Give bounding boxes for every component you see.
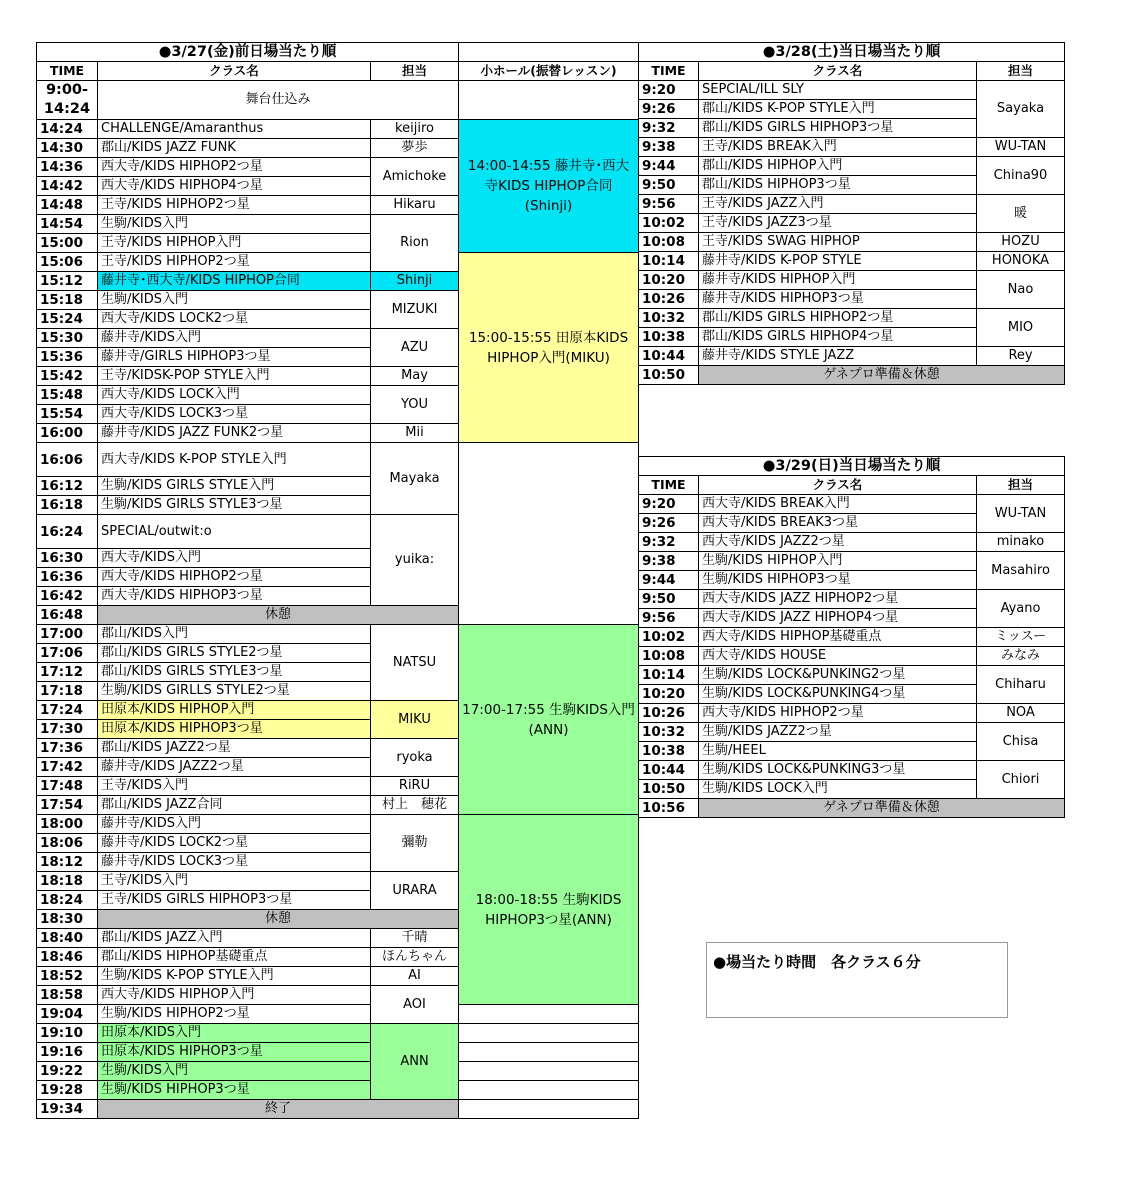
class-cell: 西大寺/KIDS LOCK2つ星 (98, 310, 371, 329)
time-cell: 18:58 (37, 986, 98, 1005)
teacher-cell: 彌勒 (371, 815, 459, 872)
col-header-small-hall: 小ホール(振替レッスン) (459, 62, 639, 81)
class-cell: 生駒/KIDS入門 (98, 1062, 371, 1081)
time-cell: 16:30 (37, 549, 98, 568)
time-cell: 17:18 (37, 682, 98, 701)
schedule-table-3-29 (638, 456, 1065, 818)
time-cell: 14:42 (37, 177, 98, 196)
class-cell: 西大寺/KIDS HIPHOP2つ星 (699, 704, 977, 723)
teacher-cell: Hikaru (371, 196, 459, 215)
time-cell: 15:00 (37, 234, 98, 253)
teacher-cell: Amichoke (371, 158, 459, 196)
class-cell: 藤井寺/KIDS STYLE JAZZ (699, 347, 977, 366)
class-cell: 生駒/KIDS GIRLS STYLE入門 (98, 477, 371, 496)
class-cell: 生駒/KIDS入門 (98, 291, 371, 310)
teacher-cell: Masahiro (977, 552, 1065, 590)
time-cell: 10:14 (639, 666, 699, 685)
class-cell: 西大寺/KIDS K-POP STYLE入門 (98, 443, 371, 477)
table-title: ●3/29(日)当日場当たり順 (639, 457, 1065, 476)
schedule-table-3-27 (36, 42, 639, 1119)
time-cell: 9:00- 14:24 (37, 81, 98, 120)
class-cell: 西大寺/KIDS HIPHOP3つ星 (98, 587, 371, 606)
class-cell: 郡山/KIDS HIPHOP3つ星 (699, 176, 977, 195)
teacher-cell: MIKU (371, 701, 459, 739)
side-lesson-5: 18:00-18:55 生駒KIDS HIPHOP3つ星(ANN) (459, 815, 639, 1005)
time-cell: 9:50 (639, 176, 699, 195)
teacher-cell: Chiori (977, 761, 1065, 799)
table-title: ●3/27(金)前日場当たり順 (37, 43, 459, 62)
schedule-table-3-28 (638, 42, 1065, 385)
time-cell: 10:14 (639, 252, 699, 271)
teacher-cell: AI (371, 967, 459, 986)
class-cell: 王寺/KIDS HIPHOP2つ星 (98, 196, 371, 215)
class-cell: 藤井寺/KIDS入門 (98, 329, 371, 348)
time-cell: 9:20 (639, 495, 699, 514)
teacher-cell: minako (977, 533, 1065, 552)
class-cell: 生駒/KIDS LOCK&PUNKING3つ星 (699, 761, 977, 780)
time-cell: 10:44 (639, 347, 699, 366)
time-cell: 16:48 (37, 606, 98, 625)
class-cell: 西大寺/KIDS HIPHOP2つ星 (98, 158, 371, 177)
time-cell: 18:12 (37, 853, 98, 872)
class-cell: 西大寺/KIDS LOCK3つ星 (98, 405, 371, 424)
class-cell: 生駒/KIDS LOCK入門 (699, 780, 977, 799)
time-cell: 10:32 (639, 309, 699, 328)
col-header-teacher: 担当 (977, 62, 1065, 81)
class-cell: 西大寺/KIDS HIPHOP4つ星 (98, 177, 371, 196)
teacher-cell: AOI (371, 986, 459, 1024)
class-cell: 生駒/HEEL (699, 742, 977, 761)
time-cell: 10:20 (639, 685, 699, 704)
teacher-cell: Ayano (977, 590, 1065, 628)
teacher-cell: 千晴 (371, 929, 459, 948)
class-cell: 藤井寺/KIDS HIPHOP3つ星 (699, 290, 977, 309)
class-cell: 西大寺/KIDS HIPHOP2つ星 (98, 568, 371, 587)
class-cell: 生駒/KIDS JAZZ2つ星 (699, 723, 977, 742)
class-cell: 西大寺/KIDS JAZZ2つ星 (699, 533, 977, 552)
col-header-class: クラス名 (699, 62, 977, 81)
teacher-cell: YOU (371, 386, 459, 424)
teacher-cell: Mii (371, 424, 459, 443)
class-cell: 郡山/KIDS JAZZ合同 (98, 796, 371, 815)
time-cell: 18:40 (37, 929, 98, 948)
teacher-cell: URARA (371, 872, 459, 910)
class-cell: 藤井寺/KIDS入門 (98, 815, 371, 834)
col-header-teacher: 担当 (371, 62, 459, 81)
time-cell: 10:38 (639, 328, 699, 347)
col-header-teacher: 担当 (977, 476, 1065, 495)
time-cell: 10:02 (639, 214, 699, 233)
time-cell: 18:52 (37, 967, 98, 986)
class-cell: 生駒/KIDS HIPHOP3つ星 (98, 1081, 371, 1100)
teacher-cell: NOA (977, 704, 1065, 723)
teacher-cell: 暖 (977, 195, 1065, 233)
class-cell: 藤井寺/KIDS JAZZ2つ星 (98, 758, 371, 777)
time-cell: 18:00 (37, 815, 98, 834)
time-cell: 17:42 (37, 758, 98, 777)
time-cell: 10:02 (639, 628, 699, 647)
col-header-time: TIME (639, 476, 699, 495)
side-lesson-1: 14:00-14:55 藤井寺･西大寺KIDS HIPHOP合同(Shinji) (459, 120, 639, 253)
time-cell: 15:42 (37, 367, 98, 386)
time-cell: 14:36 (37, 158, 98, 177)
time-cell: 19:22 (37, 1062, 98, 1081)
teacher-cell: Nao (977, 271, 1065, 309)
teacher-cell: Rey (977, 347, 1065, 366)
class-cell: 郡山/KIDS JAZZ FUNK (98, 139, 371, 158)
teacher-cell: Chiharu (977, 666, 1065, 704)
side-empty (459, 1024, 639, 1043)
teacher-cell: May (371, 367, 459, 386)
time-cell: 17:00 (37, 625, 98, 644)
side-empty (459, 1062, 639, 1081)
class-cell: 西大寺/KIDS JAZZ HIPHOP4つ星 (699, 609, 977, 628)
class-cell: 郡山/KIDS GIRLS STYLE3つ星 (98, 663, 371, 682)
class-cell: 西大寺/KIDS入門 (98, 549, 371, 568)
time-cell: 14:54 (37, 215, 98, 234)
time-cell: 16:00 (37, 424, 98, 443)
class-cell: 藤井寺/KIDS K-POP STYLE (699, 252, 977, 271)
teacher-cell: MIZUKI (371, 291, 459, 329)
time-cell: 16:18 (37, 496, 98, 515)
class-cell: 西大寺/KIDS BREAK3つ星 (699, 514, 977, 533)
teacher-cell: keijiro (371, 120, 459, 139)
class-cell: 田原本/KIDS HIPHOP3つ星 (98, 1043, 371, 1062)
class-cell: 生駒/KIDS HIPHOP2つ星 (98, 1005, 371, 1024)
teacher-cell: NATSU (371, 625, 459, 701)
time-cell: 9:56 (639, 195, 699, 214)
time-cell: 10:08 (639, 233, 699, 252)
class-cell: 生駒/KIDS入門 (98, 215, 371, 234)
time-cell: 10:20 (639, 271, 699, 290)
break-row: 休憩 (98, 910, 459, 929)
class-cell: 王寺/KIDS入門 (98, 872, 371, 891)
time-cell: 17:24 (37, 701, 98, 720)
time-cell: 18:24 (37, 891, 98, 910)
col-header-time: TIME (639, 62, 699, 81)
class-cell: 王寺/KIDS HIPHOP2つ星 (98, 253, 371, 272)
class-cell: 生駒/KIDS GIRLS STYLE3つ星 (98, 496, 371, 515)
class-cell: 舞台仕込み (98, 81, 459, 120)
time-cell: 9:26 (639, 514, 699, 533)
class-cell: 郡山/KIDS GIRLS HIPHOP2つ星 (699, 309, 977, 328)
teacher-cell: Sayaka (977, 81, 1065, 138)
class-cell: 田原本/KIDS入門 (98, 1024, 371, 1043)
time-cell: 15:18 (37, 291, 98, 310)
side-lesson-2: 15:00-15:55 田原本KIDS HIPHOP入門(MIKU) (459, 253, 639, 443)
time-cell: 17:06 (37, 644, 98, 663)
time-cell: 17:30 (37, 720, 98, 739)
class-cell: 西大寺/KIDS HOUSE (699, 647, 977, 666)
time-cell: 18:18 (37, 872, 98, 891)
class-cell: 生駒/KIDS HIPHOP3つ星 (699, 571, 977, 590)
class-cell: 田原本/KIDS HIPHOP3つ星 (98, 720, 371, 739)
class-cell: 王寺/KIDS GIRLS HIPHOP3つ星 (98, 891, 371, 910)
time-cell: 9:32 (639, 119, 699, 138)
side-empty (459, 1081, 639, 1100)
teacher-cell: Rion (371, 215, 459, 272)
teacher-cell: MIO (977, 309, 1065, 347)
class-cell: 西大寺/KIDS HIPHOP基礎重点 (699, 628, 977, 647)
col-header-class: クラス名 (699, 476, 977, 495)
break-row: ゲネプロ準備＆休憩 (699, 799, 1065, 818)
class-cell: 生駒/KIDS LOCK&PUNKING4つ星 (699, 685, 977, 704)
class-cell: 王寺/KIDS SWAG HIPHOP (699, 233, 977, 252)
class-cell: 郡山/KIDS GIRLS HIPHOP4つ星 (699, 328, 977, 347)
teacher-cell: Mayaka (371, 443, 459, 515)
class-cell: 王寺/KIDS BREAK入門 (699, 138, 977, 157)
teacher-cell: yuika: (371, 515, 459, 606)
time-cell: 16:24 (37, 515, 98, 549)
class-cell: 西大寺/KIDS BREAK入門 (699, 495, 977, 514)
class-cell: 生駒/KIDS K-POP STYLE入門 (98, 967, 371, 986)
time-cell: 19:28 (37, 1081, 98, 1100)
time-cell: 19:10 (37, 1024, 98, 1043)
class-cell: 生駒/KIDS GIRLLS STYLE2つ星 (98, 682, 371, 701)
time-cell: 17:48 (37, 777, 98, 796)
time-cell: 16:42 (37, 587, 98, 606)
time-cell: 14:24 (37, 120, 98, 139)
class-cell: 郡山/KIDS HIPHOP基礎重点 (98, 948, 371, 967)
time-cell: 9:38 (639, 552, 699, 571)
time-cell: 9:32 (639, 533, 699, 552)
time-cell: 14:30 (37, 139, 98, 158)
time-cell: 14:48 (37, 196, 98, 215)
side-empty (459, 1043, 639, 1062)
time-cell: 18:46 (37, 948, 98, 967)
class-cell: 郡山/KIDS JAZZ2つ星 (98, 739, 371, 758)
class-cell: 藤井寺/KIDS LOCK2つ星 (98, 834, 371, 853)
time-cell: 10:26 (639, 704, 699, 723)
time-cell: 18:30 (37, 910, 98, 929)
class-cell: 郡山/KIDS GIRLS STYLE2つ星 (98, 644, 371, 663)
time-cell: 9:20 (639, 81, 699, 100)
teacher-cell: ANN (371, 1024, 459, 1100)
time-cell: 16:12 (37, 477, 98, 496)
teacher-cell: HOZU (977, 233, 1065, 252)
class-cell: 藤井寺/KIDS HIPHOP入門 (699, 271, 977, 290)
time-cell: 9:56 (639, 609, 699, 628)
class-cell: 王寺/KIDSK-POP STYLE入門 (98, 367, 371, 386)
time-cell: 17:36 (37, 739, 98, 758)
time-cell: 10:38 (639, 742, 699, 761)
teacher-cell: HONOKA (977, 252, 1065, 271)
class-cell: 王寺/KIDS入門 (98, 777, 371, 796)
teacher-cell: RiRU (371, 777, 459, 796)
time-cell: 10:26 (639, 290, 699, 309)
class-cell: CHALLENGE/Amaranthus (98, 120, 371, 139)
teacher-cell: ミッスー (977, 628, 1065, 647)
time-cell: 15:06 (37, 253, 98, 272)
note-box: ●場当たり時間 各クラス６分 (706, 942, 1008, 1018)
break-row: ゲネプロ準備＆休憩 (699, 366, 1065, 385)
time-cell: 16:06 (37, 443, 98, 477)
class-cell: 藤井寺･西大寺/KIDS HIPHOP合同 (98, 272, 371, 291)
side-empty (459, 81, 639, 120)
class-cell: 藤井寺/KIDS LOCK3つ星 (98, 853, 371, 872)
teacher-cell: みなみ (977, 647, 1065, 666)
class-cell: 王寺/KIDS HIPHOP入門 (98, 234, 371, 253)
time-cell: 10:32 (639, 723, 699, 742)
class-cell: 王寺/KIDS JAZZ3つ星 (699, 214, 977, 233)
class-cell: 生駒/KIDS LOCK&PUNKING2つ星 (699, 666, 977, 685)
time-cell: 15:36 (37, 348, 98, 367)
time-cell: 16:36 (37, 568, 98, 587)
teacher-cell: ほんちゃん (371, 948, 459, 967)
time-cell: 19:04 (37, 1005, 98, 1024)
time-cell: 17:12 (37, 663, 98, 682)
teacher-cell: 夢歩 (371, 139, 459, 158)
teacher-cell: ryoka (371, 739, 459, 777)
teacher-cell: WU-TAN (977, 138, 1065, 157)
time-cell: 9:50 (639, 590, 699, 609)
time-cell: 15:24 (37, 310, 98, 329)
class-cell: 田原本/KIDS HIPHOP入門 (98, 701, 371, 720)
time-cell: 15:12 (37, 272, 98, 291)
side-empty (459, 1100, 639, 1119)
time-cell: 9:38 (639, 138, 699, 157)
time-cell: 10:50 (639, 366, 699, 385)
col-header-time: TIME (37, 62, 98, 81)
class-cell: 郡山/KIDS K-POP STYLE入門 (699, 100, 977, 119)
class-cell: 藤井寺/GIRLS HIPHOP3つ星 (98, 348, 371, 367)
class-cell: 郡山/KIDS HIPHOP入門 (699, 157, 977, 176)
time-cell: 19:16 (37, 1043, 98, 1062)
time-cell: 10:56 (639, 799, 699, 818)
teacher-cell: Shinji (371, 272, 459, 291)
time-cell: 15:48 (37, 386, 98, 405)
class-cell: 西大寺/KIDS HIPHOP入門 (98, 986, 371, 1005)
time-cell: 10:50 (639, 780, 699, 799)
break-row: 休憩 (98, 606, 459, 625)
side-lesson-4: 17:00-17:55 生駒KIDS入門(ANN) (459, 625, 639, 815)
class-cell: 郡山/KIDS入門 (98, 625, 371, 644)
time-cell: 17:54 (37, 796, 98, 815)
col-header-class: クラス名 (98, 62, 371, 81)
class-cell: 生駒/KIDS HIPHOP入門 (699, 552, 977, 571)
time-cell: 10:44 (639, 761, 699, 780)
table-title: ●3/28(土)当日場当たり順 (639, 43, 1065, 62)
teacher-cell: 村上 穂花 (371, 796, 459, 815)
class-cell: 西大寺/KIDS JAZZ HIPHOP2つ星 (699, 590, 977, 609)
class-cell: 藤井寺/KIDS JAZZ FUNK2つ星 (98, 424, 371, 443)
time-cell: 19:34 (37, 1100, 98, 1119)
class-cell: 西大寺/KIDS LOCK入門 (98, 386, 371, 405)
time-cell: 15:54 (37, 405, 98, 424)
class-cell: 王寺/KIDS JAZZ入門 (699, 195, 977, 214)
class-cell: SEPCIAL/ILL SLY (699, 81, 977, 100)
class-cell: 郡山/KIDS JAZZ入門 (98, 929, 371, 948)
time-cell: 9:44 (639, 157, 699, 176)
teacher-cell: China90 (977, 157, 1065, 195)
time-cell: 9:44 (639, 571, 699, 590)
end-row: 終了 (98, 1100, 459, 1119)
teacher-cell: Chisa (977, 723, 1065, 761)
time-cell: 10:08 (639, 647, 699, 666)
teacher-cell: AZU (371, 329, 459, 367)
class-cell: 郡山/KIDS GIRLS HIPHOP3つ星 (699, 119, 977, 138)
time-cell: 9:26 (639, 100, 699, 119)
time-cell: 18:06 (37, 834, 98, 853)
teacher-cell: WU-TAN (977, 495, 1065, 533)
side-empty (459, 1005, 639, 1024)
time-cell: 15:30 (37, 329, 98, 348)
class-cell: SPECIAL/outwit:o (98, 515, 371, 549)
